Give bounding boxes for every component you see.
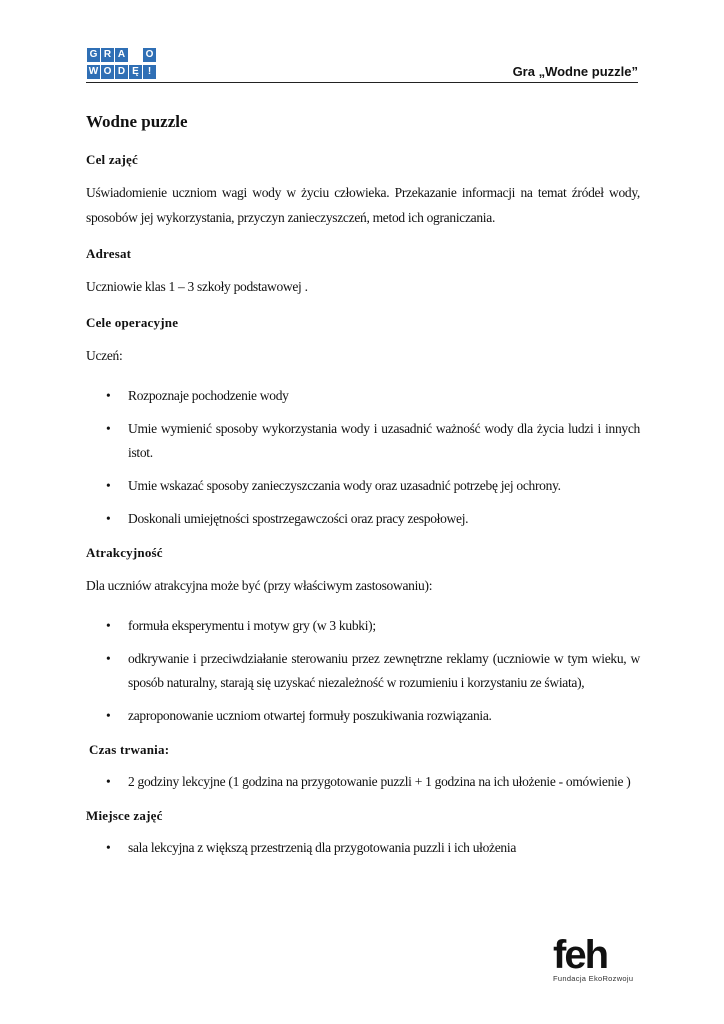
header-title: Gra „Wodne puzzle” <box>512 64 638 79</box>
gra-o-wode-logo <box>87 48 157 82</box>
logo-tile: D <box>115 65 128 79</box>
logo-tile: O <box>101 65 114 79</box>
bullet-icon: • <box>106 840 111 855</box>
bullet-icon: • <box>106 651 111 666</box>
bullet-icon: • <box>106 511 111 526</box>
section-text-cel: Uświadomienie uczniom wagi wody w życiu człowieka. Przekazanie informacji na temat źródeł wody, sposobów jej wykorzystania, przyczyn zanieczyszczeń, metod ich ograniczania. <box>86 185 640 225</box>
list-item-text: odkrywanie i przeciwdziałanie sterowaniu przez zewnętrzne reklamy (uczniowie w tym wieku, w sposób naturalny, starają się uzyskać niezależność w rozumieniu i korzystaniu ze świata), <box>128 651 640 690</box>
bullet-icon: • <box>106 618 111 633</box>
document-body <box>86 112 640 874</box>
section-intro-atrakcyjnosc: Dla uczniów atrakcyjna może być (przy właściwym zastosowaniu): <box>86 578 433 593</box>
list-item <box>86 704 640 728</box>
logo-tile: ! <box>143 65 156 79</box>
feh-logo-caption: Fundacja EkoRozwoju <box>553 974 634 983</box>
list-czas <box>86 770 640 794</box>
list-item <box>86 614 640 638</box>
feh-logo-letters: feh <box>553 933 607 977</box>
logo-tile-blank <box>129 48 142 62</box>
list-item-text: Umie wskazać sposoby zanieczyszczania wody oraz uzasadnić potrzebę jej ochrony. <box>128 478 561 493</box>
section-heading-czas: Czas trwania: <box>89 742 170 757</box>
bullet-icon: • <box>106 388 111 403</box>
section-heading-cele-operacyjne: Cele operacyjne <box>86 315 179 330</box>
list-item-text: formuła eksperymentu i motyw gry (w 3 kubki); <box>128 618 376 633</box>
logo-tile: A <box>115 48 128 62</box>
list-item-text: zaproponowanie uczniom otwartej formuły poszukiwania rozwiązania. <box>128 708 492 723</box>
logo-tile: Ę <box>129 65 142 79</box>
document-title: Wodne puzzle <box>86 112 188 131</box>
list-atrakcyjnosc <box>86 614 640 728</box>
list-item-text: Doskonali umiejętności spostrzegawczości oraz pracy zespołowej. <box>128 511 469 526</box>
list-item <box>86 384 640 408</box>
logo-tile: R <box>101 48 114 62</box>
logo-row-2 <box>87 65 157 79</box>
list-miejsce <box>86 836 640 860</box>
logo-tile: W <box>88 66 99 77</box>
section-heading-atrakcyjnosc: Atrakcyjność <box>86 545 163 560</box>
logo-row-1 <box>87 48 157 62</box>
list-item-text: 2 godziny lekcyjne (1 godzina na przygotowanie puzzli + 1 godzina na ich ułożenie - omówienie ) <box>128 774 631 789</box>
section-heading-cel: Cel zajęć <box>86 152 138 167</box>
list-item-text: Rozpoznaje pochodzenie wody <box>128 388 289 403</box>
header-divider <box>86 82 638 83</box>
section-heading-miejsce: Miejsce zajęć <box>86 808 163 823</box>
bullet-icon: • <box>106 774 111 789</box>
list-item-text: Umie wymienić sposoby wykorzystania wody i uzasadnić ważność wody dla życia ludzi i innych istot. <box>128 421 640 460</box>
fundacja-ekorozwoju-logo <box>553 933 643 985</box>
list-item-text: sala lekcyjna z większą przestrzenią dla przygotowania puzzli i ich ułożenia <box>128 840 517 855</box>
bullet-icon: • <box>106 421 111 436</box>
list-item <box>86 507 640 531</box>
list-item <box>86 647 640 695</box>
list-item <box>86 836 640 860</box>
section-heading-adresat: Adresat <box>86 246 132 261</box>
list-cele-operacyjne <box>86 384 640 531</box>
logo-tile: O <box>143 48 156 62</box>
section-text-adresat: Uczniowie klas 1 – 3 szkoły podstawowej . <box>86 279 308 294</box>
logo-tile: G <box>87 48 100 62</box>
section-intro-cele-operacyjne: Uczeń: <box>86 348 123 363</box>
list-item <box>86 474 640 498</box>
bullet-icon: • <box>106 708 111 723</box>
bullet-icon: • <box>106 478 111 493</box>
list-item <box>86 417 640 465</box>
list-item <box>86 770 640 794</box>
